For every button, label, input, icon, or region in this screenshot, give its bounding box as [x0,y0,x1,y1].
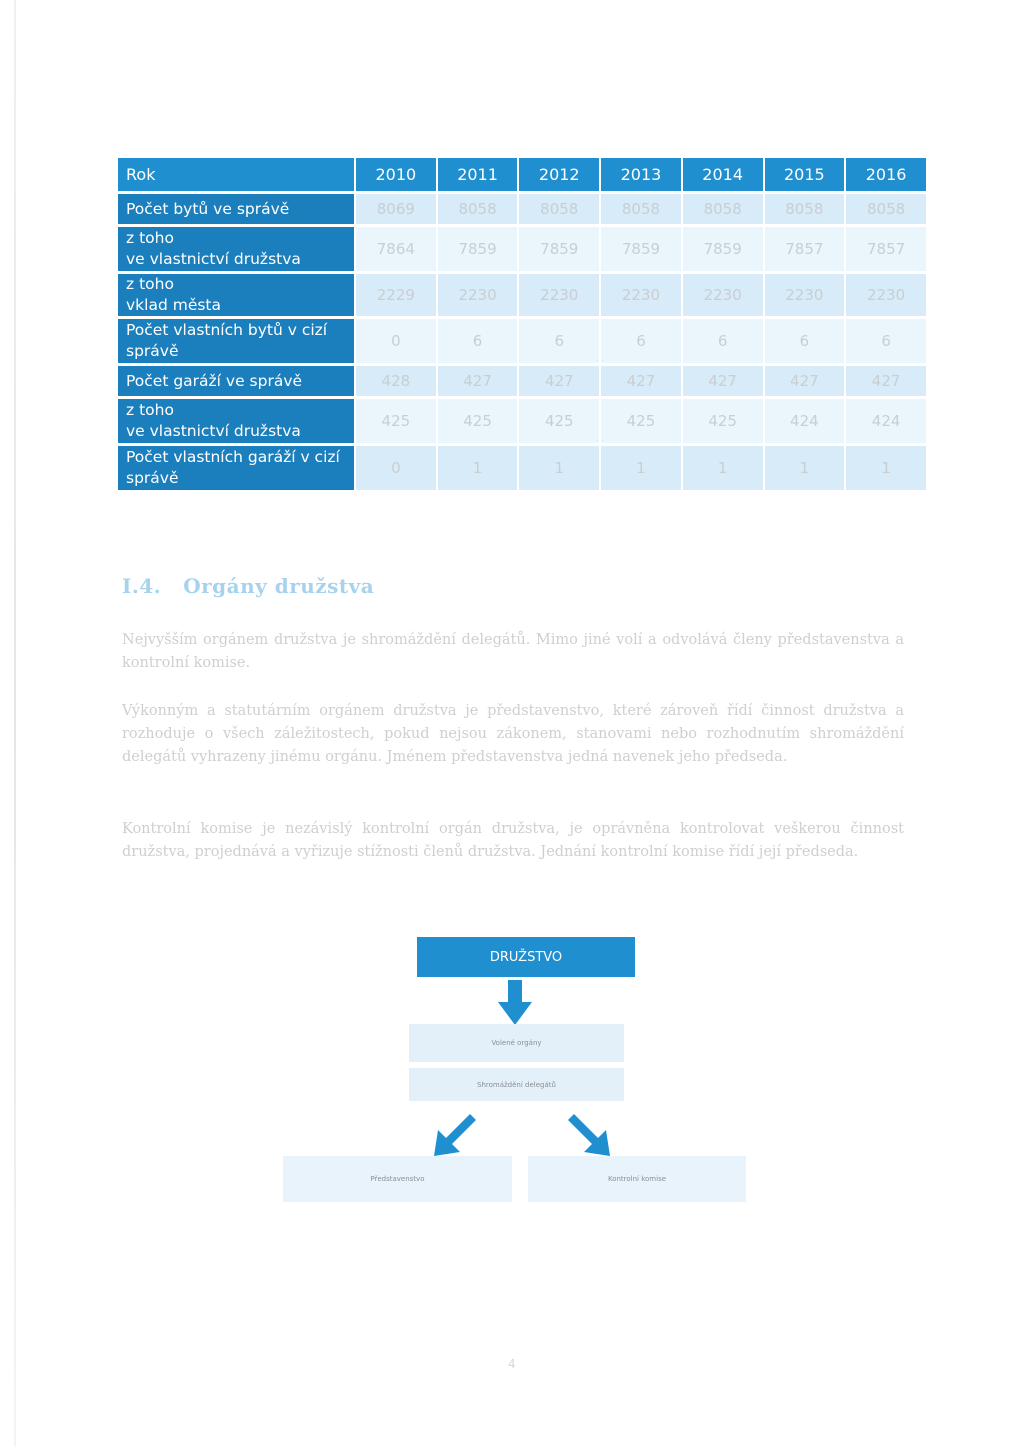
table-cell: 1 [765,446,845,490]
table-row [118,274,926,316]
table-cell: 8058 [683,194,763,224]
table-cell: 2230 [438,274,518,316]
table-cell: 2230 [765,274,845,316]
table-cell: 6 [765,319,845,363]
table-cell: 424 [765,399,845,443]
table-cell: 8058 [519,194,599,224]
table-cell: 8058 [765,194,845,224]
table-cell: 6 [683,319,763,363]
paragraph-2: Výkonným a statutárním orgánem družstva je představenstvo, které zároveň řídí činnost družstva a rozhoduje o všech záležitostech, pokud nejsou zákonem, stanovami nebo rozhodnutím shromáždění delegátů vyhrazeny jinému orgánu. Jménem představenstva jedná navenek jeho předseda. [122,703,904,765]
table-cell: 425 [683,399,763,443]
table-cell: 8058 [438,194,518,224]
table-cell: 2229 [356,274,436,316]
section-heading [122,574,374,598]
table-cell: 1 [601,446,681,490]
scan-page-edge [14,0,16,1447]
row-label: z toho vklad města [118,274,354,316]
table-cell: 424 [846,399,926,443]
table-row [118,194,926,224]
header-year: 2015 [765,158,845,191]
table-cell: 7859 [683,227,763,271]
table-cell: 7857 [765,227,845,271]
row-label: z toho ve vlastnictví družstva [118,227,354,271]
table-cell: 6 [519,319,599,363]
header-rok: Rok [118,158,354,191]
header-year: 2013 [601,158,681,191]
page-number: 4 [508,1357,516,1371]
table-cell: 2230 [683,274,763,316]
table-row [118,446,926,490]
statistics-table [116,155,928,493]
table-cell: 2230 [519,274,599,316]
table-cell: 427 [846,366,926,396]
section-title: Orgány družstva [183,574,375,598]
table-cell: 425 [438,399,518,443]
row-label: Počet bytů ve správě [118,194,354,224]
table-cell: 0 [356,319,436,363]
table-cell: 7859 [601,227,681,271]
section-number: I.4. [122,574,162,598]
row-label: Počet garáží ve správě [118,366,354,396]
paragraph-3: Kontrolní komise je nezávislý kontrolní orgán družstva, je oprávněna kontrolovat veškerou činnost družstva, projednává a vyřizuje stížnosti členů družstva. Jednání kontrolní komise řídí její předseda. [122,821,904,860]
diagram-box-druzstvo: DRUŽSTVO [417,937,635,977]
table-cell: 427 [765,366,845,396]
table-row [118,366,926,396]
table-cell: 425 [601,399,681,443]
table-cell: 1 [683,446,763,490]
diagram-box-kontrolni-komise: Kontrolní komise [528,1156,746,1202]
table-row [118,399,926,443]
arrow-down-icon [497,980,533,1026]
table-cell: 427 [683,366,763,396]
table-cell: 427 [601,366,681,396]
table-cell: 7859 [519,227,599,271]
header-year: 2014 [683,158,763,191]
row-label: Počet vlastních garáží v cizí správě [118,446,354,490]
table-cell: 1 [846,446,926,490]
table-cell: 6 [438,319,518,363]
header-year: 2010 [356,158,436,191]
table-cell: 425 [356,399,436,443]
table-cell: 2230 [601,274,681,316]
table-cell: 6 [846,319,926,363]
header-year: 2012 [519,158,599,191]
table-cell: 427 [519,366,599,396]
table-cell: 427 [438,366,518,396]
table-cell: 7864 [356,227,436,271]
table-cell: 0 [356,446,436,490]
table-cell: 2230 [846,274,926,316]
table-cell: 8058 [601,194,681,224]
table-cell: 425 [519,399,599,443]
paragraph-1: Nejvyšším orgánem družstva je shromáždění delegátů. Mimo jiné volí a odvolává členy představenstva a kontrolní komise. [122,632,904,671]
table-cell: 8058 [846,194,926,224]
table-header-row [118,158,926,191]
table-cell: 7857 [846,227,926,271]
table-cell: 1 [519,446,599,490]
arrow-down-right-icon [566,1110,614,1158]
table-cell: 428 [356,366,436,396]
diagram-box-volene-organy: Volené orgány [409,1024,624,1062]
table-cell: 8069 [356,194,436,224]
row-label: z toho ve vlastnictví družstva [118,399,354,443]
header-year: 2016 [846,158,926,191]
arrow-down-left-icon [430,1110,478,1158]
diagram-box-predstavenstvo: Představenstvo [283,1156,512,1202]
diagram-box-shromazdeni-delegatu: Shromáždění delegátů [409,1068,624,1101]
table-row [118,227,926,271]
table-cell: 1 [438,446,518,490]
table-cell: 6 [601,319,681,363]
row-label: Počet vlastních bytů v cizí správě [118,319,354,363]
table-row [118,319,926,363]
table-cell: 7859 [438,227,518,271]
header-year: 2011 [438,158,518,191]
